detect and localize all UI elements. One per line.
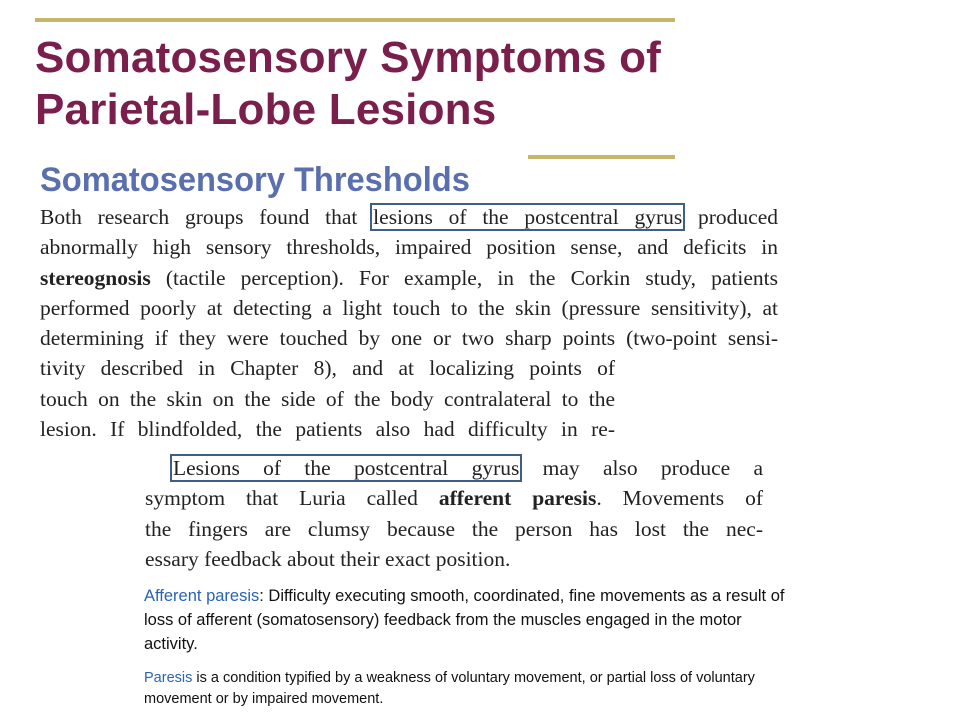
subtitle-rule	[528, 155, 675, 159]
highlight-box-postcentral-2: Lesions of the postcentral gyrus	[170, 454, 522, 482]
page-title	[35, 32, 715, 136]
term-afferent-paresis: afferent paresis	[438, 486, 597, 511]
definition-term-paresis: Paresis	[144, 670, 193, 686]
term-stereognosis: stereognosis	[40, 265, 151, 290]
top-rule	[35, 18, 675, 22]
p1-line-1: Both research groups found that lesions of the postcentral gyrus produced	[40, 205, 778, 229]
title-line-1: Somatosensory Symptoms of	[35, 33, 662, 82]
p1-line-5: determining if they were touched by one or two sharp points (two-point sensi-	[40, 326, 778, 351]
paragraph-afferent-paresis	[145, 453, 765, 574]
definition-term-afferent-paresis: Afferent paresis	[144, 587, 260, 605]
p2-line-2: symptom that Luria called afferent paresis. Movements of	[145, 486, 763, 511]
highlight-box-postcentral-1: lesions of the postcentral gyrus	[370, 203, 685, 231]
p1-line-4: performed poorly at detecting a light touch to the skin (pressure sensitivity), at	[40, 295, 778, 320]
p1-line-8: lesion. If blindfolded, the patients also had difficulty in re-	[40, 417, 615, 442]
p1-line-3: stereognosis (tactile perception). For example, in the Corkin study, patients	[40, 265, 778, 290]
definition-text-afferent-paresis: : Difficulty executing smooth, coordinated, fine movements as a result of loss of afferent (somatosensory) feedback from the muscles engaged in the motor activity.	[144, 587, 785, 653]
title-line-2: Parietal-Lobe Lesions	[35, 85, 497, 134]
definition-paresis	[144, 668, 794, 710]
p2-line-4: essary feedback about their exact position.	[145, 546, 511, 571]
p2-line-1: Lesions of the postcentral gyrus may also produce a	[145, 453, 763, 483]
definition-text-paresis: is a condition typified by a weakness of voluntary movement, or partial loss of voluntary movement or by impaired movement.	[144, 670, 755, 707]
paragraph-thresholds	[40, 202, 785, 444]
section-subtitle: Somatosensory Thresholds	[40, 161, 470, 199]
p1-line-7: touch on the skin on the side of the body contralateral to the	[40, 386, 615, 411]
p1-line-6: tivity described in Chapter 8), and at localizing points of	[40, 356, 615, 381]
p2-line-3: the fingers are clumsy because the person has lost the nec-	[145, 516, 763, 541]
p1-line-2: abnormally high sensory thresholds, impaired position sense, and deficits in	[40, 235, 778, 260]
definition-afferent-paresis	[144, 584, 794, 656]
